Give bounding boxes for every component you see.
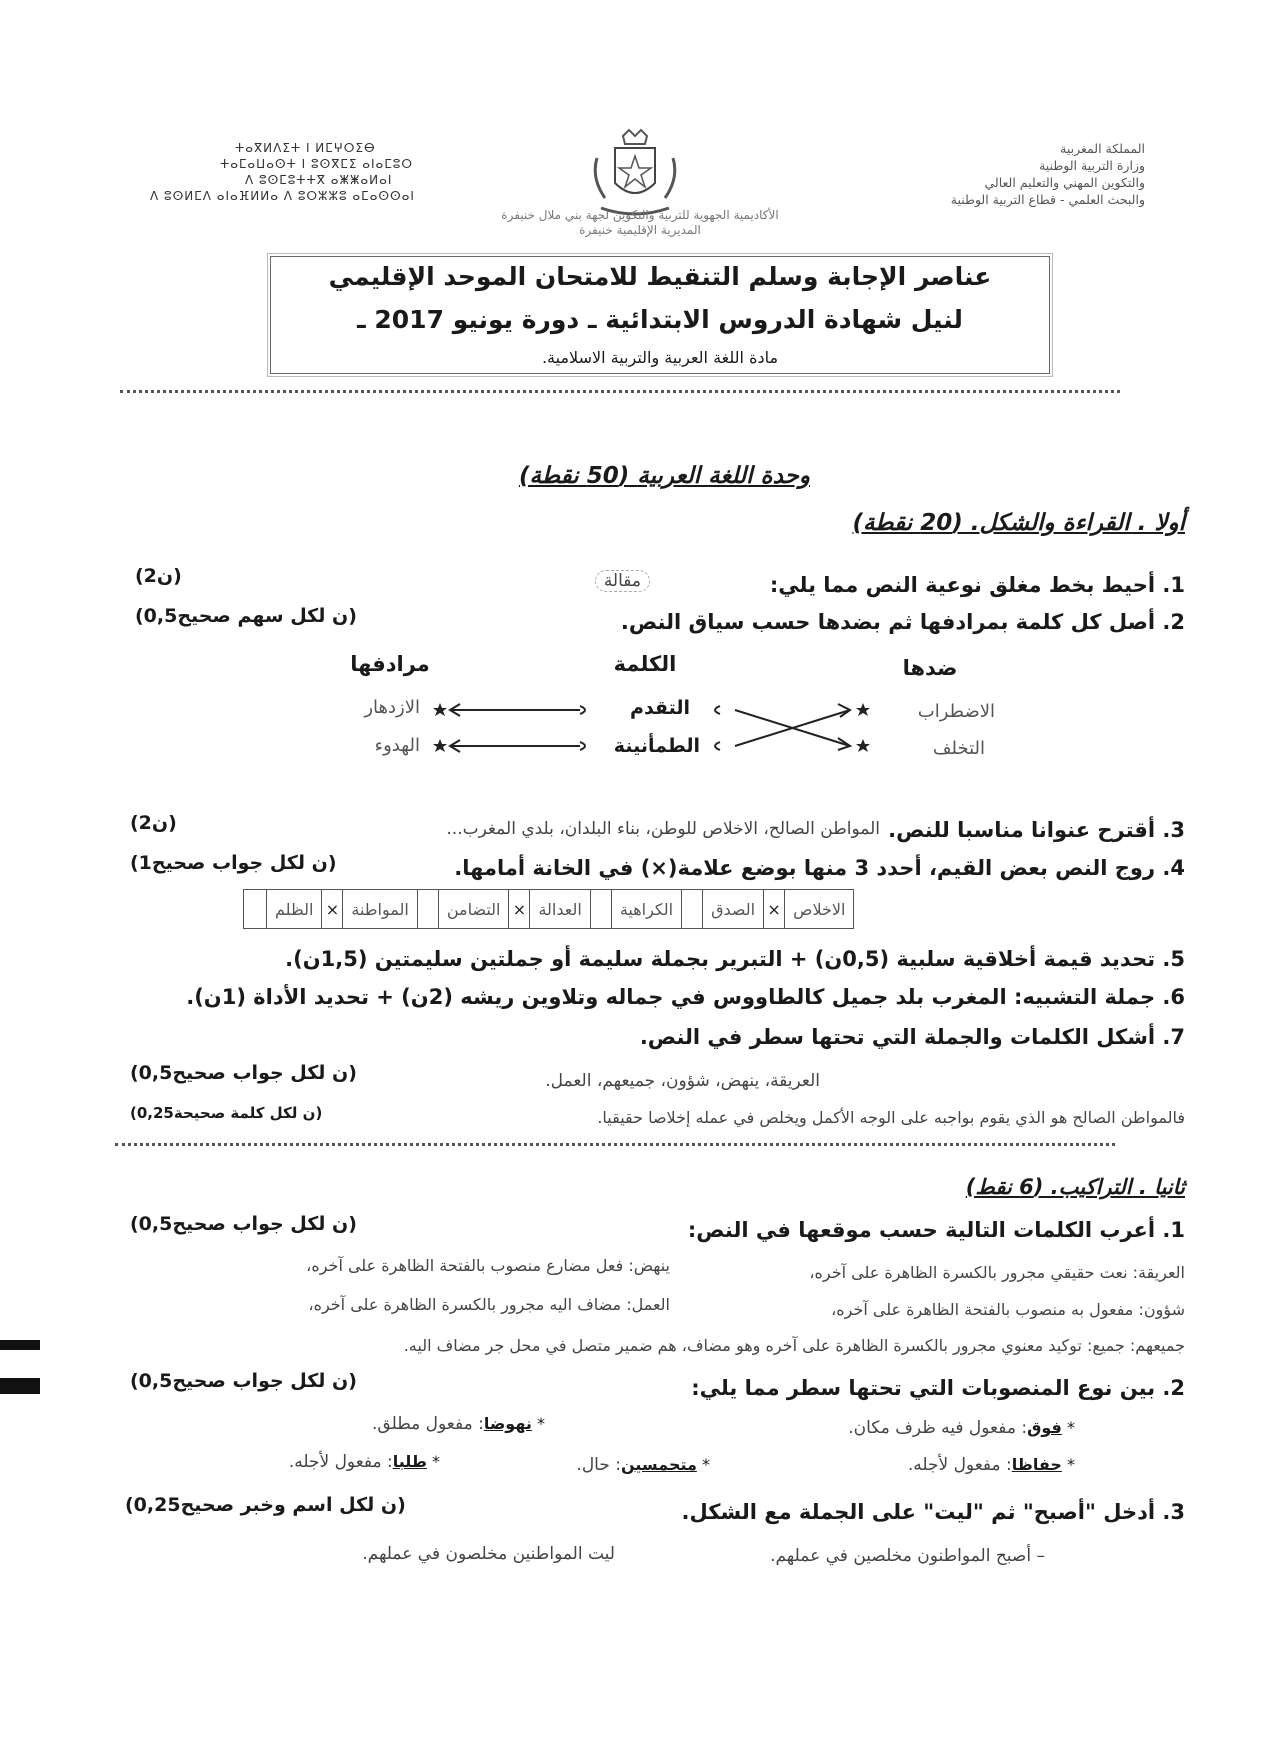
antonym-1: الاضطراب [917,701,995,722]
header-line: المملكة المغربية [1060,141,1145,156]
header-line: ⴷ ⵓⵙⵎⵓⵜⵜⴳ ⴰⵥⵥⴰⵍⴰⵏ [245,173,393,187]
q3-text: 3. أقترح عنوانا مناسبا للنص. [888,818,1185,842]
answer: : مفعول فيه ظرف مكان. [848,1418,1028,1438]
p2-q2-points: (0,5ن لكل جواب صحيح) [130,1370,357,1392]
underlined-word: طلبا [392,1452,427,1471]
value-checkbox[interactable]: × [764,890,785,929]
answer: : مفعول لأجله. [288,1452,393,1472]
value-checkbox[interactable]: × [322,890,343,929]
q7-text: 7. أشكل الكلمات والجملة التي تحتها سطر في النص. [639,1025,1185,1049]
q7-sentence-points: (0,25ن لكل كلمة صحيحة) [130,1104,323,1122]
p2-q1-item: ينهض: فعل مضارع منصوب بالفتحة الظاهرة على آخره، [306,1256,670,1275]
q7-points: (0,5ن لكل جواب صحيح) [130,1062,357,1084]
p2-q2-item: * متحمسين: حال. [576,1455,710,1475]
matching-arrows [430,690,890,765]
q1-points: (2ن) [135,565,182,587]
diagram-header-synonym: مرادفها [350,652,430,676]
p2-q1-item: العمل: مضاف اليه مجرور بالكسرة الظاهرة على آخره، [308,1295,670,1314]
value-checkbox[interactable] [244,890,267,929]
value-cell: العدالة [530,890,590,929]
p2-q2-text: 2. بين نوع المنصوبات التي تحتها سطر مما يلي: [691,1376,1185,1400]
q2-text: 2. أصل كل كلمة بمرادفها ثم بضدها حسب سياق النص. [620,610,1185,634]
value-cell: الاخلاص [785,890,854,929]
value-checkbox[interactable] [417,890,438,929]
answer: : حال. [576,1455,621,1475]
p2-q1-item: جميعهم: جميع: توكيد معنوي مجرور بالكسرة الظاهرة على آخره وهو مضاف، هم ضمير متصل في محل جر مضاف اليه. [403,1336,1185,1355]
q1-text: 1. أحيط بخط مغلق نوعية النص مما يلي: [769,573,1185,597]
header-academy [330,208,950,238]
separator [120,390,1120,393]
p2-q2-item: * طلبا: مفعول لأجله. [288,1452,440,1472]
separator [115,1143,1115,1146]
word-1: التقدم [630,697,690,719]
header-line: الأكاديمية الجهوية للتربية والتكوين لجهة بني ملال خنيفرة [501,208,779,222]
header-line: المديرية الإقليمية خنيفرة [579,223,701,237]
p2-q1-text: 1. أعرب الكلمات التالية حسب موقعها في النص: [687,1218,1185,1242]
synonym-2: الهدوء [374,735,420,756]
underlined-word: فوق [1027,1418,1062,1437]
q4-points: (1ن لكل جواب صحيح) [130,852,337,874]
value-cell: الظلم [267,890,322,929]
p2-q2-item: * نهوضا: مفعول مطلق. [371,1414,545,1434]
q6-text: 6. جملة التشبيه: المغرب بلد جميل كالطاووس في جماله وتلاوين ريشه (2ن) + تحديد الأداة (1ن). [186,985,1185,1009]
diagram-header-antonym: ضدها [902,656,958,680]
diagram-header-word: الكلمة [613,652,677,676]
q3-answer: المواطن الصالح، الاخلاص للوطن، بناء البلدان، بلدي المغرب... [446,819,880,839]
answer: : مفعول لأجله. [907,1455,1012,1475]
header-tifinagh [150,140,570,204]
p2-q3-text: 3. أدخل "أصبح" ثم "ليت" على الجملة مع الشكل. [681,1500,1185,1524]
p2-q1-item: شؤون: مفعول به منصوب بالفتحة الظاهرة على آخره، [831,1300,1185,1319]
scan-edge-mark [0,1378,40,1394]
p2-q3-answer-2: ليت المواطنين مخلصون في عملهم. [362,1544,615,1564]
answer: : مفعول مطلق. [371,1414,484,1434]
p2-q2-item: * فوق: مفعول فيه ظرف مكان. [848,1418,1075,1438]
underlined-word: متحمسين [621,1455,697,1474]
q3-points: (2ن) [130,812,177,834]
value-cell: المواطنة [343,890,417,929]
header-line: والتكوين المهني والتعليم العالي [984,175,1145,190]
q7-sentence: فالمواطن الصالح هو الذي يقوم بواجبه على الوجه الأكمل ويخلص في عمله إخلاصا حقيقيا. [597,1108,1185,1127]
header-line: وزارة التربية الوطنية [1039,158,1145,173]
word-2: الطمأنينة [613,735,700,757]
scan-edge-mark [0,1340,40,1350]
p2-q3-points: (0,25ن لكل اسم وخبر صحيح) [125,1494,406,1516]
q2-points: (0,5ن لكل سهم صحيح) [135,605,357,627]
value-checkbox[interactable] [682,890,703,929]
value-checkbox[interactable] [590,890,611,929]
part2-title: ثانيا . التراكيب. (6 نقط) [965,1175,1185,1199]
underlined-word: نهوضا [483,1414,532,1433]
q1-answer: مقالة [595,570,650,592]
antonym-2: التخلف [932,738,985,759]
q5-text: 5. تحديد قيمة أخلاقية سلبية (0,5ن) + التبرير بجملة سليمة أو جملتين سليمتين (1,5ن). [285,947,1185,971]
p2-q1-points: (0,5ن لكل جواب صحيح) [130,1213,357,1235]
value-cell: الصدق [703,890,764,929]
value-checkbox[interactable]: × [509,890,530,929]
title-line-1: عناصر الإجابة وسلم التنقيط للامتحان الموحد الإقليمي [328,262,992,291]
underlined-word: حفاظا [1011,1455,1062,1474]
title-line-3: مادة اللغة العربية والتربية الاسلامية. [541,348,779,367]
value-cell: التضامن [438,890,509,929]
p2-q1-item: العريقة: نعت حقيقي مجرور بالكسرة الظاهرة على آخره، [809,1263,1185,1282]
part1-title: أولا . القراءة والشكل. (20 نقطة) [852,510,1185,536]
q4-text: 4. روج النص بعض القيم، أحدد 3 منها بوضع علامة(×) في الخانة أمامها. [454,856,1185,880]
header-line: ⵜⴰⴳⵍⴷⵉⵜ ⵏ ⵍⵎⵖⵔⵉⴱ [235,141,376,155]
header-line: ⵜⴰⵎⴰⵡⴰⵙⵜ ⵏ ⵓⵙⴳⵎⵉ ⴰⵏⴰⵎⵓⵔ [220,157,414,171]
header-ministry [845,140,1145,208]
p2-q3-answer-1: – أصبح المواطنون مخلصين في عملهم. [770,1546,1045,1566]
header-line: ⴷ ⵓⵙⵍⵎⴷ ⴰⵏⴰⴼⵍⵍⴰ ⴷ ⵓⵔⵣⵣⵓ ⴰⵎⴰⵙⵙⴰⵏ [150,189,415,203]
unit-title: وحدة اللغة العربية (50 نقطة) [518,463,810,489]
value-cell: الكراهية [611,890,681,929]
p2-q2-item: * حفاظا: مفعول لأجله. [907,1455,1075,1475]
title-line-2: لنيل شهادة الدروس الابتدائية ـ دورة يونيو 2017 ـ [357,305,963,334]
values-table [243,889,854,929]
header-line: والبحث العلمي - قطاع التربية الوطنية [950,192,1145,207]
q7-words: العريقة، ينهض، شؤون، جميعهم، العمل. [545,1071,820,1091]
synonym-1: الازدهار [364,697,420,718]
